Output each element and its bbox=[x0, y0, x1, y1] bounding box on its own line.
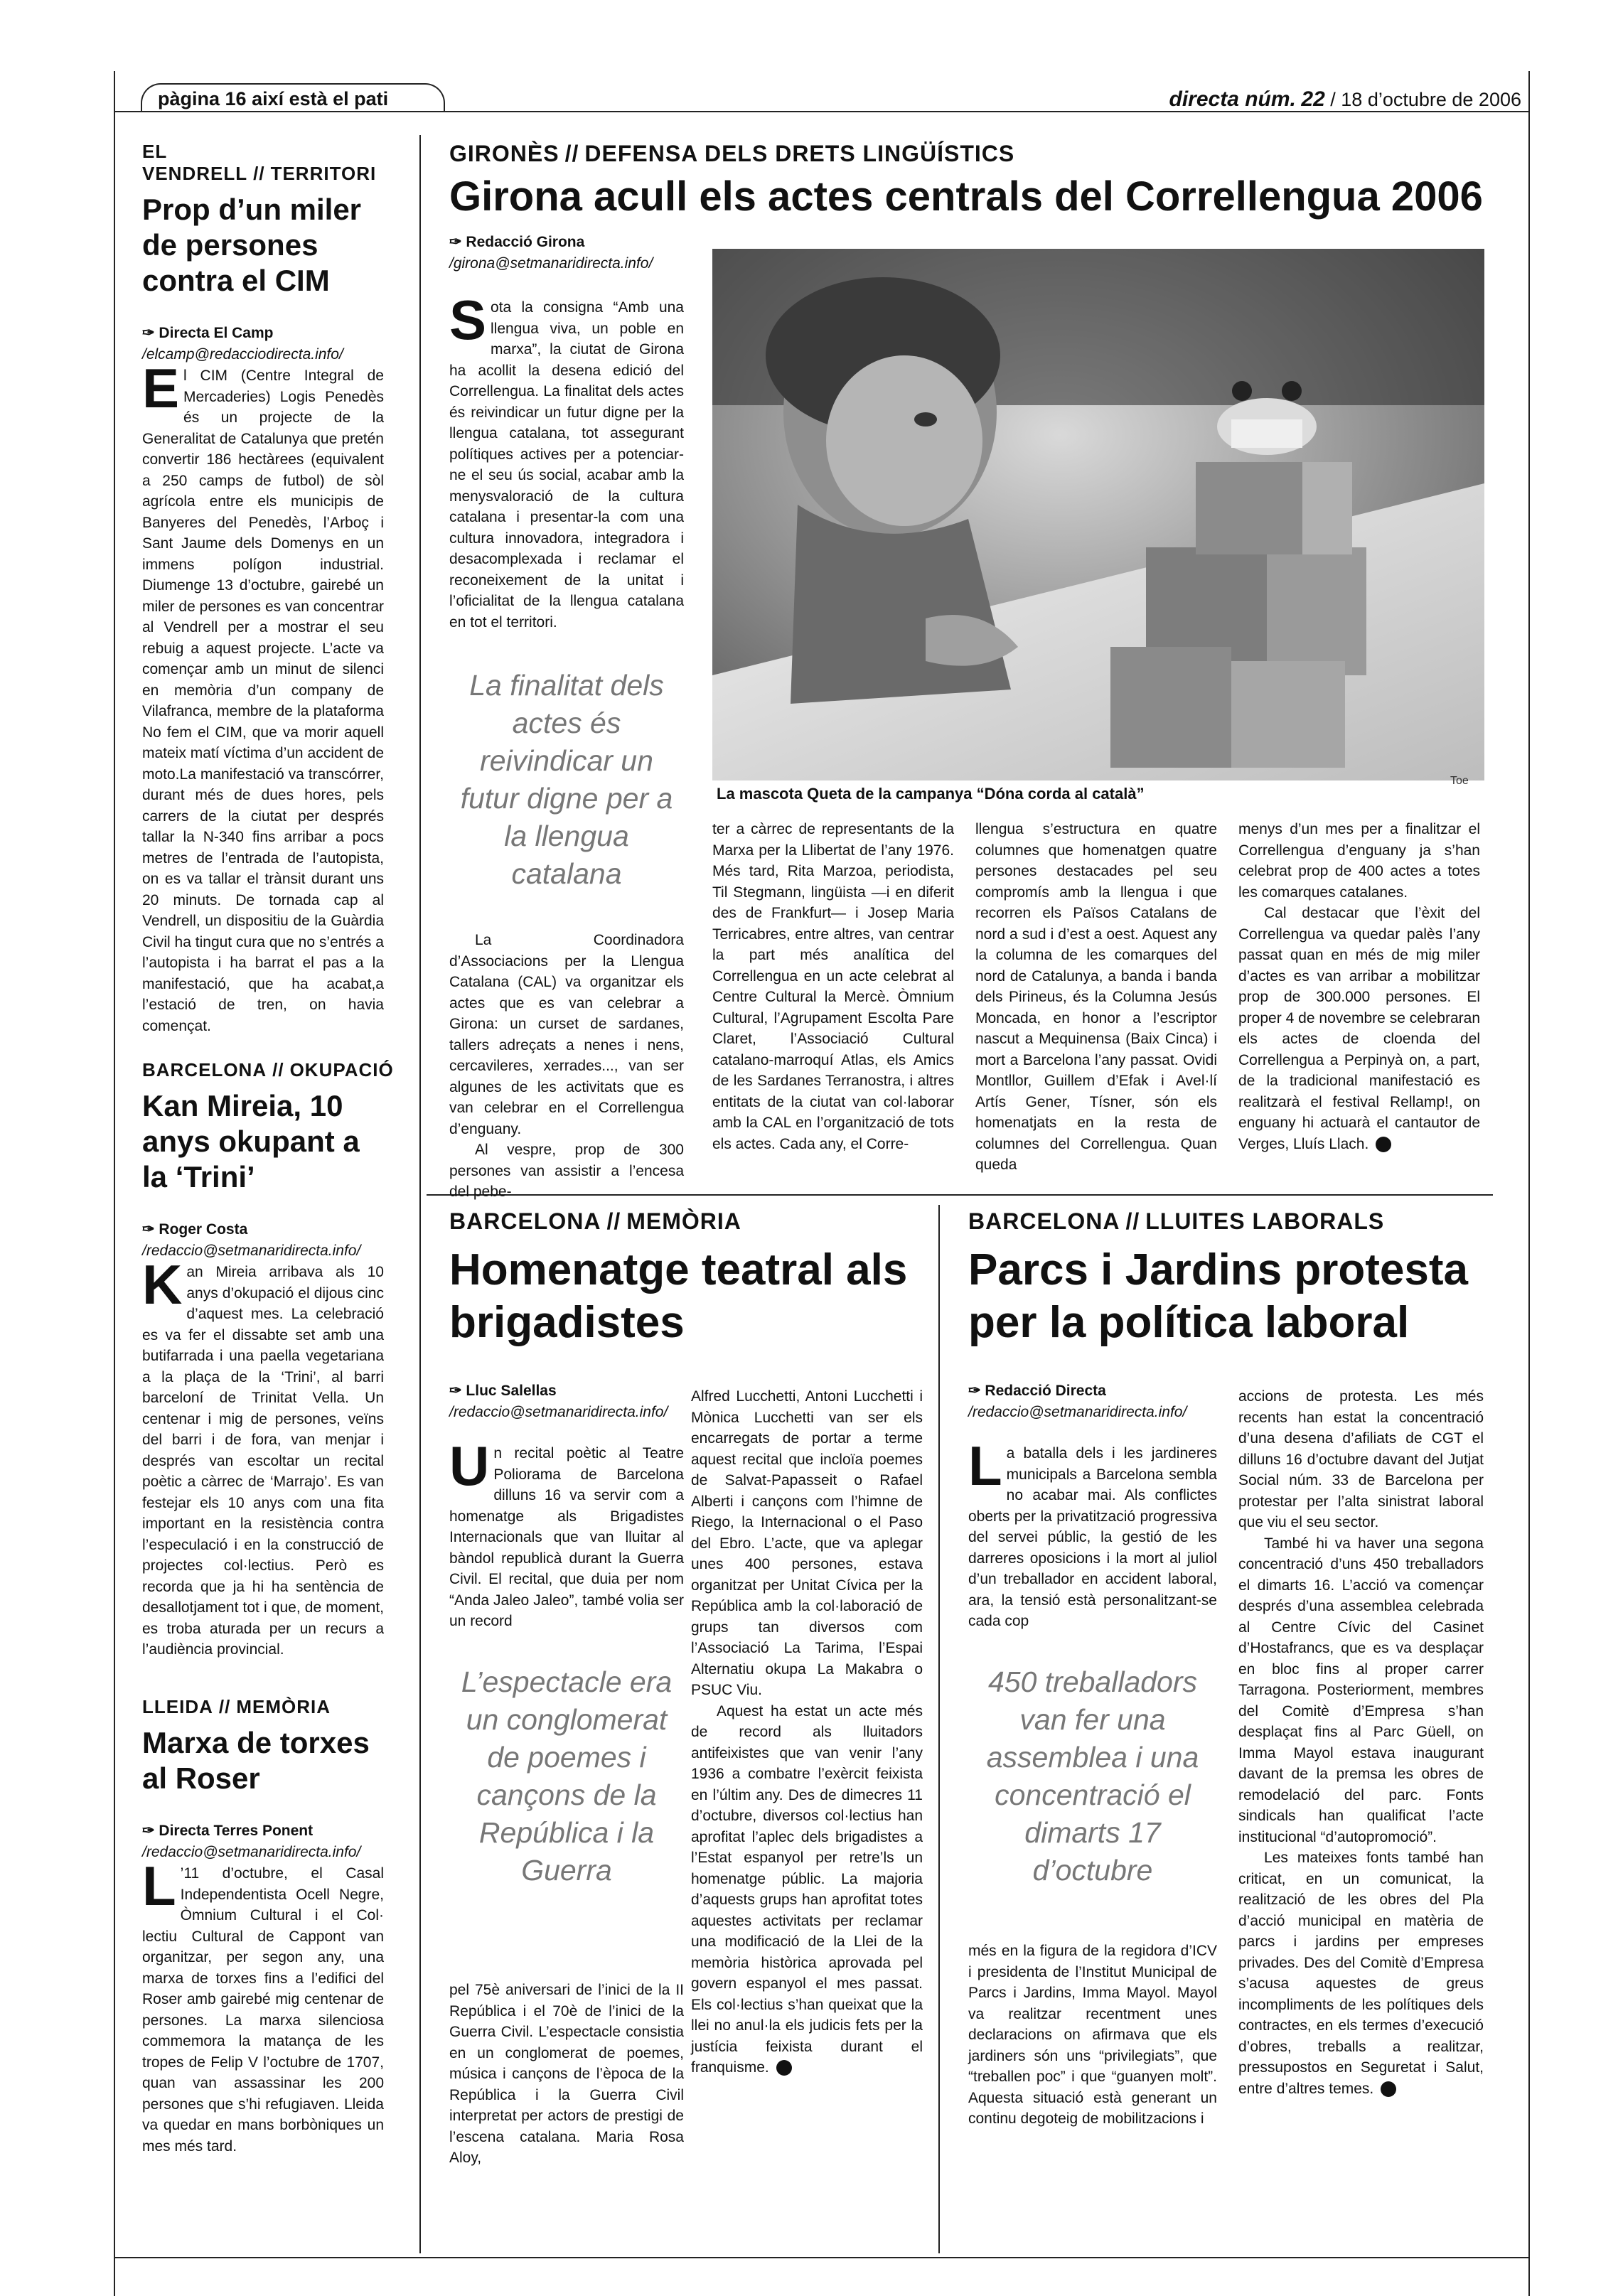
main-pull-quote: La finalitat dels actes és reivindicar un futur digne per a la llengua catalana bbox=[460, 669, 673, 890]
main-lead: Sota la consigna “Amb una llengua viva, un poble en marxa”, la ciutat de Girona ha acollit la desena edició del Correllengua. La finalitat dels actes és reivindicar un futur digne per la llengua catalana, tot assegurant polítiques actives per a potenciar-ne el seu ús social, acabar amb la menysvaloració de la cultura catalana i presentar-la com una cultura innovadora, integradora i desacomplexada i reclamar el reconeixement de la unitat i l’oficialitat de la llengua catalana en tot el territori. bbox=[449, 289, 684, 631]
main-byline: ✑ Redacció Girona /girona@setmanaridirecta.info/ bbox=[449, 234, 653, 272]
photo-caption: La mascota Queta de la campanya “Dóna corda al català” bbox=[717, 785, 1145, 803]
child-mascot-photo bbox=[712, 249, 1484, 780]
main-col1-body: La Coordinadora d’Associacions per la Llengua Catalana (CAL) va organitzar els actes que es van celebrar a Girona: un curset de sardanes, tallers adreçats a nenes i nens, cercavileres, xerrades..., van ser algunes de les activitats que es van celebrar en el Correllengua d’enguany. Al vespre, prop de 300 persones van assistir a l’encesa del pebe- bbox=[449, 932, 684, 1200]
article-kicker: EL VENDRELL // TERRITORI bbox=[142, 141, 377, 184]
bottom-left-col2: Alfred Lucchetti, Antoni Lucchetti i Mònica Lucchetti van ser els encarregats de portar a terme aquest recital que incloïa poemes de Salvat-Papasseit o Rafael Alberti i cançons com l’himne de Riego, la Internacional o el Paso del Ebro. L’acte, que va aplegar unes 400 persones, estava organitzat per Unitat Cívica per la República amb la col·laboració de grups tan diversos com l’Associació La Tarima, l’Espai Alternatiu okupa La Makabra o PSUC Viu. Aquest ha estat un acte més de record als lluitadors antifeixistes que van venir l’any 1936 a combatre l’exèrcit feixista en l’últim any. Des de dimecres 11 d’octubre, diversos col·lectius han aprofitat l’aplec dels brigadistes a l’Estat espanyol per retre’ls un homenatge públic. La majoria d’aquests grups han aprofitat totes aquestes activitats per reclamar una modificació de la Llei de la memòria històrica aprovada pel govern espanyol el mes passat. Els col·lectius s’han queixat que la llei no anul·la els judicis fets per la justícia feixista durant el franquisme. bbox=[691, 1388, 923, 2076]
page-header-right bbox=[995, 87, 1521, 112]
byline: ✑ Directa Terres Ponent /redaccio@setmanaridirecta.info/ bbox=[142, 1823, 361, 1860]
bottom-right-col1a: La batalla dels i les jardineres municipals a Barcelona sembla no acabar mai. Als conflictes oberts per la privatització progressiva del servei públic, la gestió de les darreres oposicions i la mort al juliol d’un treballador en accident laboral, ara, la tensió està personalitzant-se cada cop bbox=[968, 1434, 1217, 1629]
bottom-right-byline: ✑ Redacció Directa /redaccio@setmanaridirecta.info/ bbox=[968, 1383, 1187, 1420]
bottom-right-col1b: més en la figura de la regidora d’ICV i presidenta de l’Institut Municipal de Parcs i Jardins, Imma Mayol. Mayol va realitzar recentment unes declaracions on afirmava que els jardiners són uns “privilegiats”, que “treballen poc” i que “guanyen molt”. Aquesta situació està generant un continu degoteig de mobilitzacions i bbox=[968, 1943, 1217, 2127]
article-body: L ’11 d’octubre, el Casal Independentista Ocell Negre, Òmnium Cultural i el Col· lectiu Cultural de Cappont van organitzar, per segon any, una marxa de torxes fins a l’edifici del Roser amb gairebé mig centenar de persones. La marxa silenciosa commemora la matança de les tropes de Felip V l’octubre de 1707, quan van assassinar les 200 persones que s’hi refugiaven. Lleida va quedar en mans borbòniques un mes més tard. bbox=[142, 1855, 384, 2155]
page-header-left bbox=[141, 83, 445, 112]
bottom-left-byline: ✑ Lluc Salellas /redaccio@setmanaridirecta.info/ bbox=[449, 1383, 668, 1420]
article-body: El CIM (Centre Integral de Mercaderies) Logis Penedès és un projecte de la Generalitat de Catalunya que pretén convertir 186 hectàrees (equivalent a 250 camps de futbol) de sòl agrícola entre els municipis de Banyeres del Penedès, l’Arboç i Sant Jaume dels Domenys en un immens polígon industrial. Diumenge 13 d’octubre, gairebé un miler de persones es van concentrar al Vendrell per a mostrar el seu rebuig a aquest projecte. L’acte va començar amb un minut de silenci en memòria d’un company de Vilafranca, membre de la plataforma No fem el CIM, que va morir aquell mateix matí víctima d’un accident de moto.La manifestació va transcórrer, durant més de dues hores, pels carrers de la ciutat per després tallar la N-340 fins arribar a pocs metres de l’entrada de l’autopista, on es va tallar el trànsit durant uns 20 minuts. De tornada cap al Vendrell, un dispositiu de la Guàrdia Civil ha tingut cura que no s’entrés a l’autopista i ha barrat el pas a la manifestació, que ha acabat,a l’estació de tren, on havia començat. bbox=[142, 357, 384, 1034]
main-title: Girona acull els actes centrals del Correllengua 2006 bbox=[449, 173, 1483, 220]
sidebar-article-lleida bbox=[142, 1696, 384, 2157]
article-body: Kan Mireia arribava als 10 anys d’okupació el dijous cinc d’aquest mes. La celebració es va fer el dissabte set amb una butifarrada i una paella vegetariana a la plaça de la ‘Trini’, al barri barceloní de Trinitat Vella. Un centenar i mig de persones, veïns del barri i de fora, van menjar i després van escoltar un recital poètic a càrrec de ‘Marrajo’. Es van festejar els 10 anys com una fita important en la resistència contra l’especulació i en la construcció de projectes col·lectius. Però es recorda que ja hi ha sentència de desallotjament tot i que, de moment, es troba aturada per un recurs a l’audiència provincial. bbox=[142, 1253, 384, 1658]
article-title: Marxa de torxes al Roser bbox=[142, 1726, 370, 1795]
sidebar-article-vendrell bbox=[142, 141, 384, 1036]
main-col2-body: ter a càrrec de representants de la Marxa per la Llibertat de l’any 1976. Més tard, Rita Marzoa, periodista, Til Stegmann, lingüista —i en diferit des de Frankfurt— i Josep Maria Terricabres, entre altres, van centrar la part més analítica del Correllengua en un acte celebrat al Centre Cultural la Mercè. Òmnium Cultural, l’Agrupament Escolta Pare Claret, l’Associació Cultural catalano-marroquí Atlas, els Amics de les Sardanes Terranostra, i altres entitats de la ciutat van col·laborar amb la CAL en l’organització de tots els actes. Cada any, el Corre- bbox=[712, 821, 954, 1152]
main-photo bbox=[712, 249, 1484, 780]
footer-rule bbox=[114, 2257, 1528, 2258]
article-kicker: LLEIDA // MEMÒRIA bbox=[142, 1696, 331, 1717]
bottom-right-kicker: BARCELONA // LLUITES LABORALS bbox=[968, 1208, 1385, 1234]
bottom-left-col1b: pel 75è aniversari de l’inici de la II República i el 70è de l’inici de la Guerra Civil. L’espectacle consistia en un conglomerat de poemes, música i cançons de l’època de la República i la Guerra Civil interpretat per actors de prestigi de l’escena catalana. Maria Rosa Aloy, bbox=[449, 1982, 684, 2166]
byline: ✑ Directa El Camp /elcamp@redacciodirecta.info/ bbox=[142, 325, 343, 363]
section-name: així està el pati bbox=[252, 88, 389, 109]
paper-name: directa núm. bbox=[1169, 87, 1296, 111]
end-mark-icon bbox=[1376, 1137, 1391, 1152]
bottom-left-kicker: BARCELONA // MEMÒRIA bbox=[449, 1208, 741, 1234]
bottom-right-pull-quote: 450 treballadors van fer una assemblea i una concentració el dimarts 17 d’octubre bbox=[986, 1665, 1199, 1887]
end-mark-icon bbox=[1381, 2081, 1396, 2097]
article-kicker: BARCELONA // OKUPACIÓ bbox=[142, 1059, 394, 1080]
bottom-left-col1a: Un recital poètic al Teatre Poliorama de Barcelona dilluns 16 va servir com a homenatge als Brigadistes Internacionals que van lluitar al bàndol republicà durant la Guerra Civil. El recital, que duia per nom “Anda Jaleo Jaleo”, també volia ser un record bbox=[449, 1434, 684, 1629]
bottom-left-title: Homenatge teatral als brigadistes bbox=[449, 1245, 908, 1347]
issue-number: 22 bbox=[1301, 87, 1325, 111]
byline: ✑ Roger Costa /redaccio@setmanaridirecta.info/ bbox=[142, 1221, 361, 1259]
bottom-left-pull-quote: L’espectacle era un conglomerat de poemes i cançons de la República i la Guerra bbox=[461, 1665, 673, 1887]
bottom-right-col2: accions de protesta. Les més recents han estat la concentració d’una desena d’afiliats de CGT el dilluns 16 d’octubre davant del Jutjat Social núm. 33 de Barcelona per protestar per l’alta sinistrat laboral que viu el seu sector. També hi va haver una segona concentració d’uns 450 treballadors el dimarts 16. L’acció va començar després d’una assemblea celebrada al Centre Cívic del Casinet d’Hostafrancs, que es va desplaçar en bloc fins al proper carrer Tarragona. Posteriorment, membres del Comitè d’Empresa s’han desplaçat fins al Parc Güell, on Imma Mayol estava inaugurant davant de la premsa les obres de remodelació del parc. Fonts sindicals han qualificat l’acte institucional “d’autopromoció”. Les mateixes fonts també han criticat, en un comunicat, la realització de les obres del Pla d’acció municipal en matèria de parcs i jardins per empreses privades. Des del Comitè d’Empresa s’acusa aquestes de greus incompliments de les polítiques dels contractes, en els termes d’execució d’obres, treballs a realitzar, pressupostos en Seguretat i Salut, entre d’altres temes. bbox=[1238, 1388, 1484, 2097]
right-margin-rule bbox=[1528, 71, 1530, 2296]
main-kicker: GIRONÈS // DEFENSA DELS DRETS LINGÜÍSTICS bbox=[449, 141, 1015, 166]
sidebar-article-kan-mireia bbox=[142, 1059, 394, 1661]
bottom-divider bbox=[938, 1205, 940, 2253]
sidebar-divider bbox=[419, 135, 421, 2253]
main-col4-body: menys d’un mes per a finalitzar el Correllengua d’enguany ja s’han celebrat prop de 400 actes a totes les comarques catalanes. Cal destacar que l’èxit del Correllengua va quedar palès l’any passat quan en més de mig miler d’actes es van arribar a mobilitzar prop de 300.000 persones. El proper 4 de novembre se celebraran els actes de cloenda del Correllengua a Perpinyà on, a part, de la tradicional manifestació es realitzarà el festival Rellamp!, on enguany hi actuarà el cantautor de Verges, Lluís Llach. bbox=[1238, 821, 1480, 1152]
photo-credit: Toe bbox=[1450, 775, 1469, 787]
article-title: Prop d’un miler de persones contra el CIM bbox=[142, 193, 362, 297]
article-title: Kan Mireia, 10 anys okupant a la ‘Trini’ bbox=[142, 1089, 360, 1193]
bottom-right-title: Parcs i Jardins protesta per la política laboral bbox=[968, 1245, 1468, 1347]
page-number: pàgina 16 bbox=[158, 88, 247, 109]
end-mark-icon bbox=[776, 2060, 792, 2076]
issue-date: / 18 d’octubre de 2006 bbox=[1330, 89, 1521, 110]
main-col3-body: llengua s’estructura en quatre columnes que homenatgen quatre persones destacades pel seu compromís amb la llengua i que recorren els Països Catalans de nord a sud i d’est a oest. Aquest any la columna de les comarques del nord de Catalunya, a banda i banda dels Pirineus, és la Columna Jesús Moncada, en honor a l’escriptor nascut a Mequinensa (Baix Cinca) i mort a Barcelona l’any passat. Ovidi Montllor, Guillem d’Efak i Avel·lí Artís Gener, Tísner, són els homenatjats en la resta de columnes del Correllengua. Quan queda bbox=[975, 821, 1217, 1173]
left-margin-rule bbox=[114, 71, 115, 2296]
